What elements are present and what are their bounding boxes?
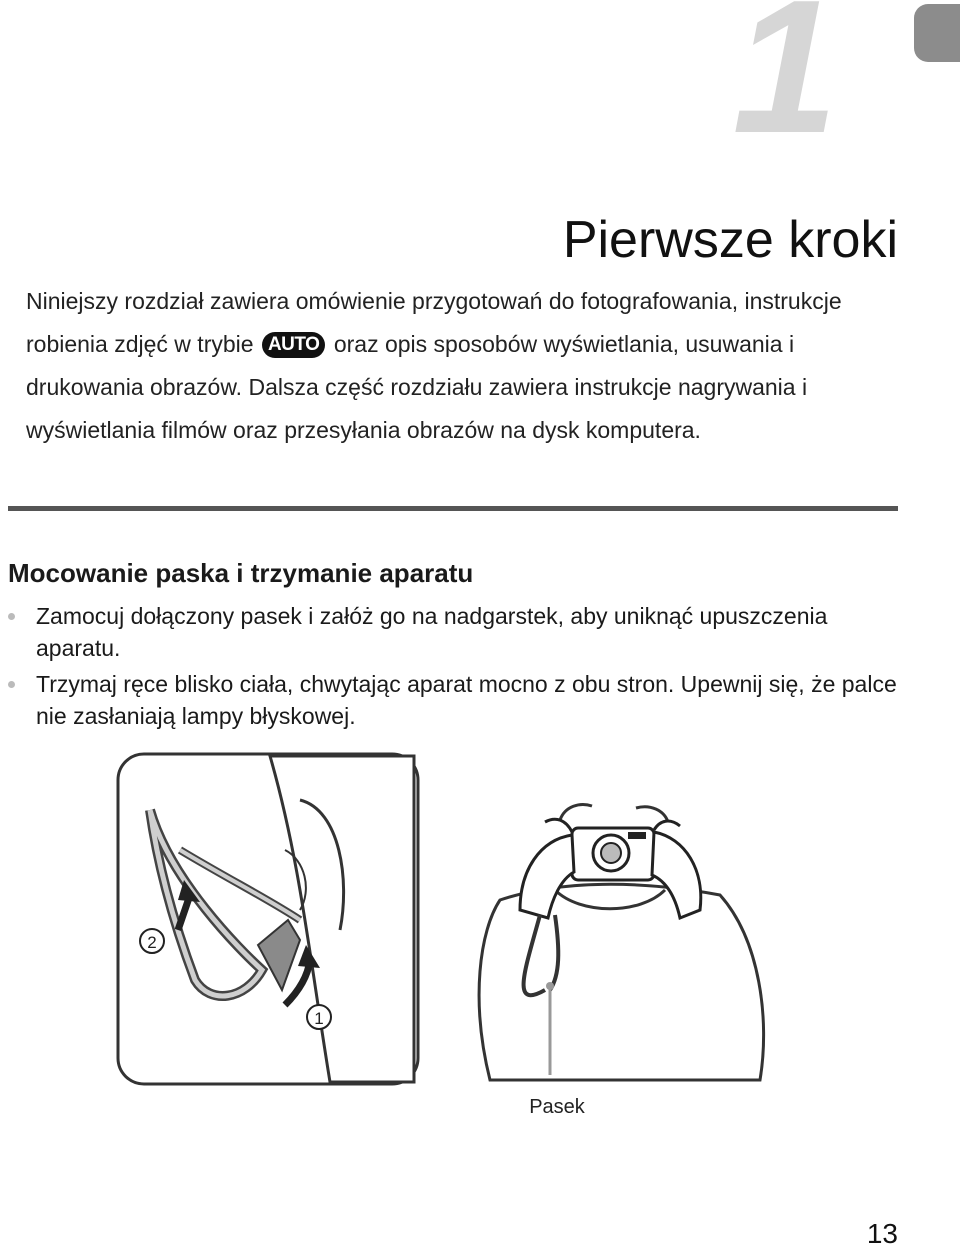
list-item-text: Zamocuj dołączony pasek i załóż go na nadgarstek, aby uniknąć upuszczenia aparatu.: [36, 603, 828, 661]
section-divider: [8, 506, 898, 511]
step-1-label: 1: [314, 1009, 324, 1028]
instruction-list: [8, 600, 908, 736]
strap-callout-label: Pasek: [529, 1096, 585, 1118]
intro-paragraph: [26, 280, 906, 452]
bullet-icon: [8, 613, 15, 620]
section-heading: Mocowanie paska i trzymanie aparatu: [8, 558, 474, 588]
chapter-tab: [914, 4, 960, 62]
strap-attachment-drawing: [118, 754, 418, 1084]
intro-text-start: Niniejszy rozdział zawiera omówienie przygotowań do fotografowania, instrukcje robienia zdjęć w trybie: [26, 288, 842, 357]
list-item-text: Trzymaj ręce blisko ciała, chwytając aparat mocno z obu stron. Upewnij się, że palce nie zasłaniają lampy błyskowej.: [36, 671, 897, 729]
holding-camera-drawing: [479, 805, 764, 1118]
list-item: [8, 668, 908, 732]
auto-mode-icon: AUTO: [262, 332, 325, 358]
page-number: 13: [866, 1218, 898, 1249]
strap-illustration: [0, 740, 960, 1140]
chapter-number: 1: [732, 0, 832, 173]
list-item: [8, 600, 908, 664]
bullet-icon: [8, 681, 15, 688]
step-2-label: 2: [147, 933, 157, 952]
intro-text-end: oraz opis sposobów wyświetlania, usuwania i drukowania obrazów. Dalsza część rozdziału zawiera instrukcje nagrywania i wyświetlania filmów oraz przesyłania obrazów na dysk komputera.: [26, 331, 808, 443]
page-title: Pierwsze kroki: [562, 211, 898, 269]
